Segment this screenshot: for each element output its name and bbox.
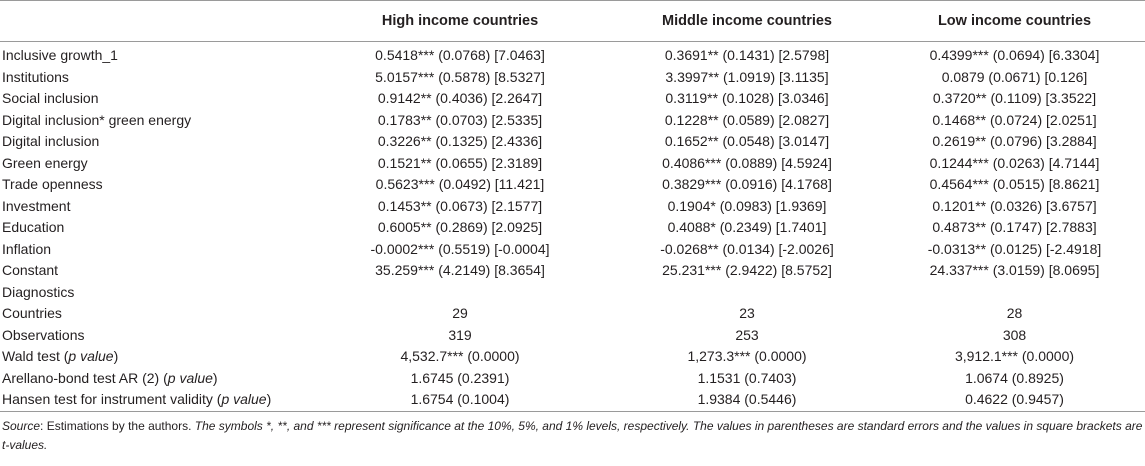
cell-middle-income: 0.1904* (0.0983) [1.9369] <box>667 197 827 214</box>
cell-middle-income: 0.3691** (0.1431) [2.5798] <box>664 47 830 63</box>
row-label-text: Observations <box>2 326 85 343</box>
cell-low-income: 0.1468** (0.0724) [2.0251] <box>932 111 1097 128</box>
header-high-income: High income countries <box>310 1 610 42</box>
table-row <box>0 217 1145 239</box>
cell-high-income: 0.9142** (0.4036) [2.2647] <box>377 90 543 106</box>
table-row <box>0 239 1145 261</box>
cell-high-income: 0.1783** (0.0703) [2.5335] <box>377 111 543 128</box>
table-row <box>0 110 1145 132</box>
row-label-text: Social inclusion <box>2 90 99 106</box>
cell-low-income: 0.4622 (0.9457) <box>884 389 1145 411</box>
cell-middle-income: 1.9384 (0.5446) <box>610 389 884 411</box>
table-row <box>0 389 1145 411</box>
table-body <box>0 42 1145 412</box>
row-label-text: Institutions <box>2 68 69 85</box>
row-label: Hansen test for instrument validity (p value) <box>0 389 310 411</box>
cell-middle-income: 0.4088* (0.2349) [1.7401] <box>667 219 827 235</box>
table-row <box>0 153 1145 175</box>
cell-low-income: 0.4564*** (0.0515) [8.8621] <box>929 176 1100 192</box>
header-row <box>0 1 1145 42</box>
footnote-source-text: : Estimations by the authors. <box>40 418 195 433</box>
cell-high-income: 0.1521** (0.0655) [2.3189] <box>377 154 543 171</box>
row-label <box>0 110 310 132</box>
row-label-text: Digital inclusion* green energy <box>2 111 192 128</box>
row-label-text: Hansen test for instrument validity <box>2 391 213 407</box>
row-label-text: Constant <box>2 262 59 278</box>
row-label-text: Wald test <box>2 348 60 364</box>
row-label-text: Investment <box>2 197 71 214</box>
cell-low-income: 28 <box>1006 305 1023 321</box>
cell-low-income: 1.0674 (0.8925) <box>965 369 1064 386</box>
cell-middle-income: 1,273.3*** (0.0000) <box>687 348 807 364</box>
header-low-income: Low income countries <box>884 1 1145 42</box>
table-row <box>0 282 1145 304</box>
cell-high-income: 0.5623*** (0.0492) [11.421] <box>375 176 545 192</box>
cell-low-income: -0.0313** (0.0125) [-2.4918] <box>927 240 1102 257</box>
cell-high-income: 4,532.7*** (0.0000) <box>400 348 520 364</box>
row-label: Wald test (p value) <box>2 348 119 364</box>
row-label <box>0 239 310 261</box>
cell-low-income: 24.337*** (3.0159) [8.0695] <box>929 262 1100 278</box>
header-middle-income: Middle income countries <box>610 1 884 42</box>
table-row <box>0 67 1145 89</box>
row-label-text: Countries <box>2 305 62 321</box>
cell-high-income: 5.0157*** (0.5878) [8.5327] <box>375 68 545 85</box>
cell-middle-income: 0.1228** (0.0589) [2.0827] <box>664 111 830 128</box>
cell-middle-income <box>610 282 884 304</box>
row-label-text: Education <box>2 219 65 235</box>
row-label <box>0 260 310 282</box>
row-label <box>0 325 310 347</box>
row-label-pvalue: p value <box>221 391 267 407</box>
cell-middle-income: 0.3119** (0.1028) [3.0346] <box>665 90 829 106</box>
table-row <box>0 368 1145 390</box>
footnote-symbols-text: The symbols *, **, and *** represent significance at the 10%, 5%, and 1% levels, respectively. The values in parentheses are standard errors and the values in square brackets are t-values. <box>2 418 1143 452</box>
cell-middle-income: 3.3997** (1.0919) [3.1135] <box>665 68 829 85</box>
cell-middle-income: -0.0268** (0.0134) [-2.0026] <box>660 240 834 257</box>
row-label-pvalue: p value <box>167 369 213 386</box>
row-label <box>0 174 310 196</box>
cell-high-income: 1.6745 (0.2391) <box>410 369 510 386</box>
row-label-text: Arellano-bond test AR (2) <box>2 369 160 386</box>
table-row <box>0 131 1145 153</box>
cell-high-income: 319 <box>448 326 472 343</box>
table-footnote <box>0 412 1145 455</box>
cell-middle-income: 25.231*** (2.9422) [8.5752] <box>662 262 832 278</box>
cell-high-income: 0.1453** (0.0673) [2.1577] <box>377 197 543 214</box>
row-label-text: Trade openness <box>2 176 103 192</box>
cell-low-income: 0.4399*** (0.0694) [6.3304] <box>929 47 1100 63</box>
row-label-pvalue: p value <box>68 348 114 364</box>
table-row <box>0 260 1145 282</box>
table-row <box>0 174 1145 196</box>
cell-high-income: 29 <box>452 305 468 321</box>
row-label <box>0 303 310 325</box>
cell-low-income: 0.1244*** (0.0263) [4.7144] <box>929 154 1100 171</box>
row-label <box>0 153 310 175</box>
row-label-text: Diagnostics <box>2 283 75 300</box>
cell-low-income <box>884 282 1145 304</box>
footnote-source-label: Source <box>2 418 41 433</box>
cell-low-income: 0.4873** (0.1747) [2.7883] <box>932 219 1097 235</box>
cell-middle-income: 0.4086*** (0.0889) [4.5924] <box>662 154 832 171</box>
header-label-cell <box>0 1 310 42</box>
row-label-text: Inflation <box>2 240 52 257</box>
cell-middle-income: 1.1531 (0.7403) <box>697 369 797 386</box>
row-label-text: Digital inclusion <box>2 133 100 149</box>
row-label <box>0 88 310 110</box>
cell-low-income: 0.2619** (0.0796) [3.2884] <box>932 133 1097 149</box>
cell-low-income: 0.1201** (0.0326) [3.6757] <box>932 197 1097 214</box>
row-label-text: Green energy <box>2 154 88 171</box>
cell-low-income: 0.0879 (0.0671) [0.126] <box>941 68 1088 85</box>
cell-high-income <box>310 282 610 304</box>
row-label <box>0 67 310 89</box>
row-label: Arellano-bond test AR (2) (p value) <box>2 369 218 386</box>
row-label <box>0 196 310 218</box>
table-row <box>0 325 1145 347</box>
table-row <box>0 196 1145 218</box>
cell-low-income: 308 <box>1002 326 1027 343</box>
cell-high-income: 1.6754 (0.1004) <box>310 389 610 411</box>
row-label <box>0 131 310 153</box>
cell-low-income: 3,912.1*** (0.0000) <box>954 348 1075 364</box>
cell-middle-income: 253 <box>735 326 759 343</box>
cell-high-income: 0.6005** (0.2869) [2.0925] <box>377 219 543 235</box>
cell-low-income: 0.3720** (0.1109) [3.3522] <box>932 90 1097 106</box>
row-label <box>0 42 310 67</box>
cell-high-income: -0.0002*** (0.5519) [-0.0004] <box>370 240 550 257</box>
cell-high-income: 0.5418*** (0.0768) [7.0463] <box>375 47 545 63</box>
row-label <box>0 217 310 239</box>
table-row <box>0 303 1145 325</box>
cell-middle-income: 23 <box>739 305 755 321</box>
table-row <box>0 346 1145 368</box>
row-label <box>0 282 310 304</box>
table-row <box>0 42 1145 67</box>
table-row <box>0 88 1145 110</box>
row-label-text: Inclusive growth_1 <box>2 47 118 63</box>
cell-high-income: 0.3226** (0.1325) [2.4336] <box>377 133 543 149</box>
cell-middle-income: 0.1652** (0.0548) [3.0147] <box>664 133 830 149</box>
cell-high-income: 35.259*** (4.2149) [8.3654] <box>375 262 545 278</box>
cell-middle-income: 0.3829*** (0.0916) [4.1768] <box>662 176 832 192</box>
